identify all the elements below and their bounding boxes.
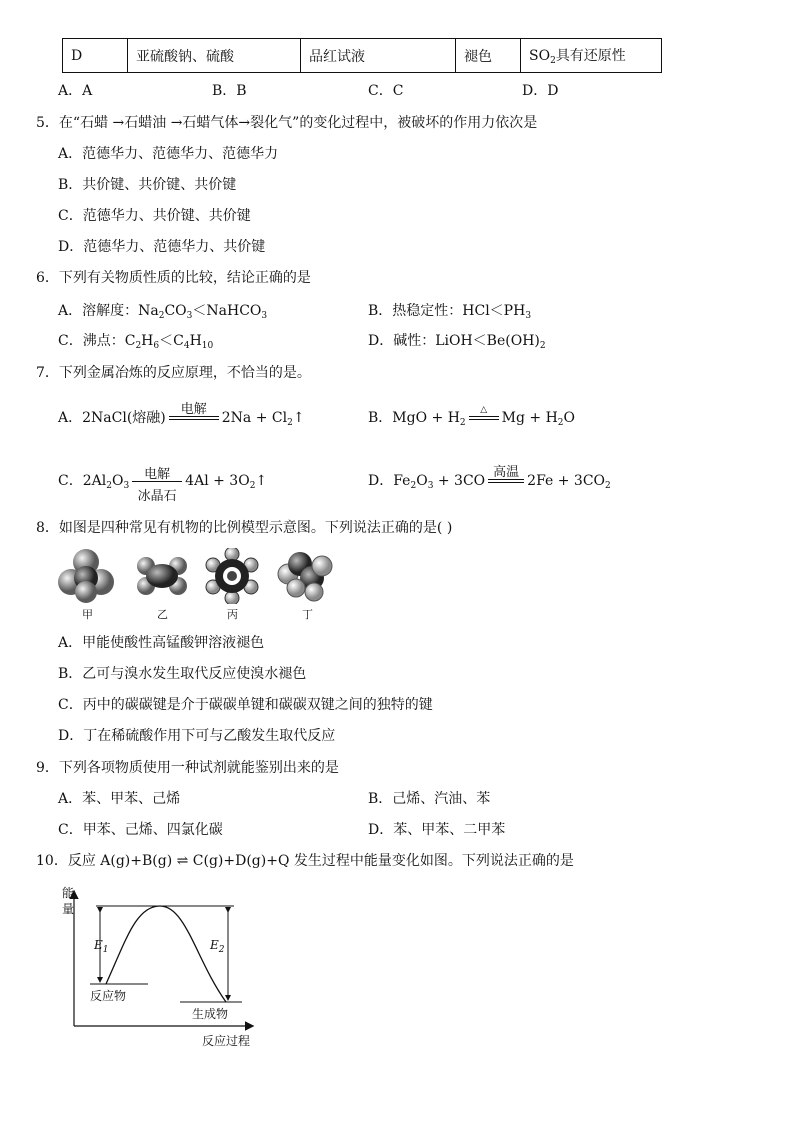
q6d-pre: D．碱性：LiOH＜Be(OH) bbox=[368, 333, 540, 349]
q7-stem: 7．下列金属冶炼的反应原理，不恰当的是。 bbox=[36, 365, 311, 381]
q8-option-b[interactable]: B．乙可与溴水发生取代反应使溴水褪色 bbox=[58, 666, 307, 682]
table-cell-letter: D bbox=[63, 39, 128, 73]
q6-option-a[interactable] bbox=[58, 300, 267, 321]
q7b-left: MgO + H bbox=[392, 410, 460, 426]
q6-option-c[interactable] bbox=[58, 330, 213, 351]
model-label-ding: 丁 bbox=[302, 608, 313, 621]
option-table bbox=[62, 38, 662, 73]
q8-option-c[interactable]: C．丙中的碳碳键是介于碳碳单键和碳碳双键之间的独特的键 bbox=[58, 697, 433, 713]
q7b-right2: O bbox=[563, 410, 576, 426]
table-cell-phenomenon: 褪色 bbox=[456, 39, 521, 73]
e2-letter: E bbox=[210, 938, 219, 952]
q9-option-a[interactable]: A．苯、甲苯、己烯 bbox=[58, 791, 181, 807]
q7-option-b[interactable] bbox=[368, 407, 575, 428]
ethanol-model-image bbox=[274, 548, 334, 604]
e1-label bbox=[94, 938, 109, 955]
q7d-sub2: 3 bbox=[427, 481, 434, 491]
q7a-left: 2NaCl(熔融) bbox=[82, 410, 166, 426]
q6c-sub3: 4 bbox=[183, 341, 190, 351]
q7a-label: A． bbox=[58, 410, 83, 426]
q6c-sub1: 2 bbox=[135, 341, 142, 351]
q7a-equals bbox=[169, 402, 219, 420]
e2-sub: 2 bbox=[218, 945, 225, 955]
q7-option-a[interactable] bbox=[58, 402, 305, 428]
q7b-right: Mg + H bbox=[501, 410, 558, 426]
q6-option-d[interactable] bbox=[368, 330, 546, 351]
q7c-condition2: 冰晶石 bbox=[137, 488, 177, 504]
q6c-mid3: H bbox=[189, 333, 202, 349]
q6c-mid: H bbox=[141, 333, 154, 349]
q9-option-b[interactable]: B．己烯、汽油、苯 bbox=[368, 791, 491, 807]
q9-stem: 9．下列各项物质使用一种试剂就能鉴别出来的是 bbox=[36, 760, 339, 776]
q6a-sub3: 3 bbox=[261, 311, 268, 321]
q7c-gas: ↑ bbox=[255, 473, 268, 489]
q7c-mid: O bbox=[111, 473, 124, 489]
energy-xlabel: 反应过程 bbox=[202, 1034, 251, 1048]
e1-sub: 1 bbox=[102, 945, 109, 955]
q7c-sub2: 3 bbox=[123, 481, 130, 491]
q6-option-b[interactable] bbox=[368, 300, 531, 321]
q10-stem: 10．反应 A(g)+B(g) ⇌ C(g)+D(g)+Q 发生过程中能量变化如图。下列说法正确的是 bbox=[36, 853, 574, 869]
q7d-equals bbox=[488, 465, 524, 483]
q5-option-a[interactable]: A．范德华力、范德华力、范德华力 bbox=[58, 146, 279, 162]
q5-option-c[interactable]: C．范德华力、共价键、共价键 bbox=[58, 208, 251, 224]
table-cell-indicator: 品红试液 bbox=[301, 39, 456, 73]
q7b-condition: △ bbox=[480, 405, 488, 415]
q6a-post: ＜NaHCO bbox=[192, 303, 262, 319]
conclusion-pre: SO bbox=[529, 48, 551, 64]
q7c-sub3: 2 bbox=[249, 481, 256, 491]
q7b-sub: 2 bbox=[459, 418, 466, 428]
q5-option-d[interactable]: D．范德华力、范德华力、共价键 bbox=[58, 239, 266, 255]
reactant-label: 反应物 bbox=[90, 989, 127, 1003]
q6-stem: 6．下列有关物质性质的比较，结论正确的是 bbox=[36, 270, 311, 286]
product-label: 生成物 bbox=[192, 1007, 229, 1021]
q7d-condition: 高温 bbox=[493, 465, 520, 480]
q6c-pre: C．沸点：C bbox=[58, 333, 136, 349]
q6a-sub1: 2 bbox=[158, 311, 165, 321]
table-row bbox=[63, 39, 662, 73]
q7d-sub1: 2 bbox=[410, 481, 417, 491]
q7-option-d[interactable] bbox=[368, 465, 611, 491]
benzene-model-image bbox=[204, 548, 260, 604]
q6b-sub1: 3 bbox=[525, 311, 532, 321]
q5-stem: 5．在“石蜡 →石蜡油 →石蜡气体→裂化气”的变化过程中，被破坏的作用力依次是 bbox=[36, 115, 538, 131]
q9-option-d[interactable]: D．苯、甲苯、二甲苯 bbox=[368, 822, 506, 838]
q6a-mid: CO bbox=[164, 303, 187, 319]
q7d-mid: O bbox=[416, 473, 428, 489]
table-cell-reagents: 亚硫酸钠、硫酸 bbox=[128, 39, 301, 73]
q7c-right: 4Al + 3O bbox=[185, 473, 250, 489]
q4-option-d[interactable]: D．D bbox=[522, 83, 559, 99]
q7d-sub3: 2 bbox=[605, 481, 611, 491]
q7a-right: 2Na + Cl bbox=[221, 410, 288, 426]
q6c-sub4: 10 bbox=[201, 341, 214, 351]
q7-option-c[interactable] bbox=[58, 466, 268, 504]
energy-ylabel-1: 能 bbox=[62, 886, 75, 900]
q7c-equals bbox=[132, 466, 182, 504]
q7c-label: C． bbox=[58, 473, 83, 489]
conclusion-sub: 2 bbox=[550, 56, 556, 66]
q6b-pre: B．热稳定性：HCl＜PH bbox=[368, 303, 526, 319]
q5-option-b[interactable]: B．共价键、共价键、共价键 bbox=[58, 177, 237, 193]
q4-option-b[interactable]: B．B bbox=[212, 83, 247, 99]
q4-option-a[interactable]: A．A bbox=[58, 83, 93, 99]
q6d-sub1: 2 bbox=[539, 341, 546, 351]
q7c-condition: 电解 bbox=[144, 466, 171, 482]
q8-option-a[interactable]: A．甲能使酸性高锰酸钾溶液褪色 bbox=[58, 635, 265, 651]
model-label-yi: 乙 bbox=[157, 608, 168, 621]
q7c-sub1: 2 bbox=[106, 481, 112, 491]
e1-letter: E bbox=[94, 938, 103, 952]
methane-model-image bbox=[58, 548, 114, 604]
q7a-sub: 2 bbox=[287, 418, 293, 428]
q6c-sub2: 6 bbox=[153, 341, 160, 351]
table-cell-conclusion bbox=[521, 39, 662, 73]
q7d-right: 2Fe + 3CO bbox=[527, 473, 606, 489]
q7d-mid2: + 3CO bbox=[433, 473, 486, 489]
q7c-left: 2Al bbox=[82, 473, 107, 489]
q7b-equals bbox=[469, 405, 499, 420]
conclusion-post: 具有还原性 bbox=[555, 48, 626, 64]
q6a-sub2: 3 bbox=[186, 311, 193, 321]
q7b-sub2: 2 bbox=[557, 418, 564, 428]
q7d-left: Fe bbox=[393, 473, 411, 489]
e2-label bbox=[210, 938, 225, 955]
ethylene-model-image bbox=[134, 548, 190, 604]
q8-option-d[interactable]: D．丁在稀硫酸作用下可与乙酸发生取代反应 bbox=[58, 728, 336, 744]
q4-option-c[interactable]: C．C bbox=[368, 83, 404, 99]
energy-ylabel-2: 量 bbox=[62, 902, 75, 916]
q7b-label: B． bbox=[368, 410, 393, 426]
q6a-pre: A．溶解度：Na bbox=[58, 303, 159, 319]
q8-stem: 8．如图是四种常见有机物的比例模型示意图。下列说法正确的是( ) bbox=[36, 520, 453, 536]
energy-diagram bbox=[56, 880, 276, 1050]
q7a-condition: 电解 bbox=[180, 402, 207, 417]
q9-option-c[interactable]: C．甲苯、己烯、四氯化碳 bbox=[58, 822, 223, 838]
q7d-label: D． bbox=[368, 473, 394, 489]
model-label-bing: 丙 bbox=[227, 608, 238, 621]
q6c-mid2: ＜C bbox=[159, 333, 184, 349]
model-label-jia: 甲 bbox=[82, 608, 93, 621]
q7a-gas: ↑ bbox=[292, 410, 305, 426]
